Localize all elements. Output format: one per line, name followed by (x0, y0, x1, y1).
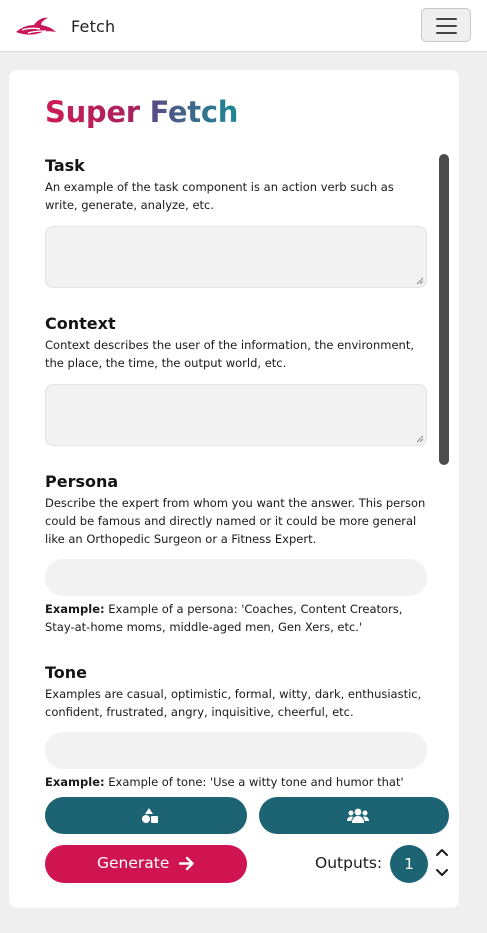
main-card (9, 70, 459, 908)
resize-handle-icon[interactable] (416, 435, 424, 443)
app-title-part2: Fetch (149, 95, 239, 129)
tone-example-text: Example of tone: 'Use a witty tone and humor that' (108, 775, 404, 789)
app-title (45, 95, 238, 129)
tone-description: Examples are casual, optimistic, formal, witty, dark, enthusiastic, confident, frustrated, angry, inquisitive, cheerful, etc. (45, 687, 422, 719)
persona-input[interactable] (45, 559, 427, 596)
shapes-button[interactable] (45, 797, 247, 834)
context-textarea[interactable] (45, 384, 427, 446)
task-title: Task (45, 156, 85, 175)
resize-handle-icon[interactable] (416, 277, 424, 285)
persona-section (45, 472, 429, 548)
chevron-up-icon[interactable] (435, 845, 449, 859)
persona-description: Describe the expert from whom you want the answer. This person could be famous and directly named or it could be more general like an Orthopedic Surgeon or a Fitness Expert. (45, 496, 426, 546)
persona-title: Persona (45, 472, 119, 491)
form-scroll-area (45, 150, 429, 790)
generate-label: Generate (97, 854, 170, 872)
navbar (0, 0, 487, 52)
outputs-count: 1 (390, 845, 428, 883)
persona-example (45, 600, 429, 636)
tone-section (45, 663, 429, 721)
tone-input[interactable] (45, 732, 427, 769)
outputs-label: Outputs: (315, 854, 383, 872)
tone-example-label: Example: (45, 775, 105, 789)
context-section (45, 314, 429, 372)
rabbit-logo-icon[interactable] (14, 15, 58, 39)
context-description: Context describes the user of the information, the environment, the place, the time, the output world, etc. (45, 338, 414, 370)
app-title-part1: Super (45, 95, 140, 129)
generate-button[interactable] (45, 845, 247, 883)
menu-toggle-button[interactable] (421, 8, 471, 42)
tone-title: Tone (45, 663, 88, 682)
context-title: Context (45, 314, 116, 333)
shapes-icon (141, 808, 159, 824)
persona-example-text: Example of a persona: 'Coaches, Content Creators, Stay-at-home moms, middle-aged men, Gen Xers, etc.' (45, 602, 403, 634)
scrollbar-thumb[interactable] (439, 154, 449, 465)
task-textarea[interactable] (45, 226, 427, 288)
task-description: An example of the task component is an action verb such as write, generate, analyze, etc. (45, 180, 394, 212)
chevron-down-icon[interactable] (435, 866, 449, 880)
users-icon (347, 808, 369, 823)
tone-example (45, 773, 429, 790)
arrow-right-icon (179, 856, 195, 871)
task-section (45, 156, 429, 214)
users-button[interactable] (259, 797, 449, 834)
brand-name[interactable]: Fetch (71, 17, 116, 36)
persona-example-label: Example: (45, 602, 105, 616)
